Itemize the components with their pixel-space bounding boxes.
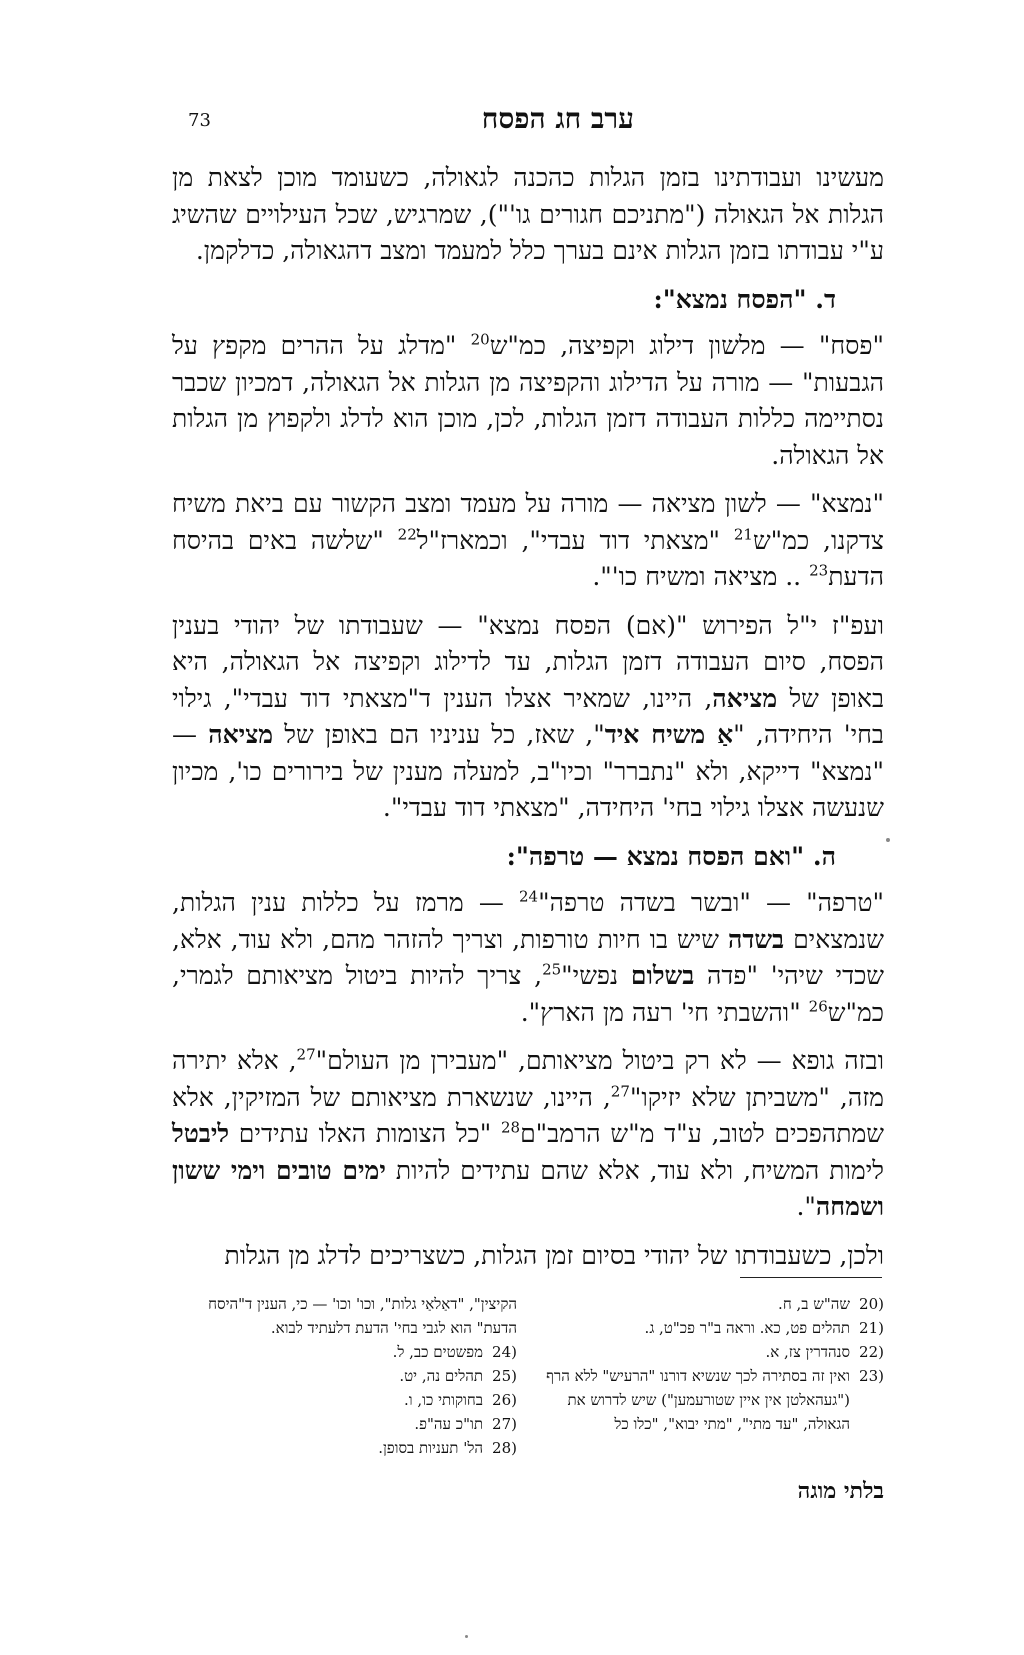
footnote-24: (24 מפשטים כב, ל. — [392, 1343, 517, 1361]
scan-speck — [886, 838, 890, 842]
section-heading-he: ה. "ואם הפסח נמצא — טרפה": — [506, 841, 836, 871]
footnote-23-continued: הקיצין", "דאַלאַי גלות", וכו' וכו' — כי, הענין ד"היסח הדעת" הוא לגבי בחי' הדעת דלעתיד לבוא. — [208, 1295, 517, 1337]
footnote-ref: 27 — [296, 1045, 316, 1064]
footnote-ref: 22 — [397, 525, 417, 544]
footnote-ref: 23 — [809, 561, 829, 580]
paragraph-3: "נמצא" — לשון מציאה — מורה על מעמד ומצב הקשור עם ביאת משיח צדקנו, כמ"ש$^{21}$ "מצאתי דוד עבדי", וכמארז"ל$^{22}$ "שלשה באים בהיסח הדעת$^{23}$ .. מציאה ומשיח כו'". — [172, 489, 884, 591]
page-header — [170, 102, 884, 142]
footnote-ref: 24 — [519, 887, 539, 906]
footnote-28: (28 הל' תעניות בסופן. — [378, 1439, 517, 1457]
footnote-ref: 26 — [808, 997, 828, 1016]
scan-speck — [465, 1635, 468, 1638]
paragraph-2: "פסח" — מלשון דילוג וקפיצה, כמ"ש$^{20}$ "מדלג על ההרים מקפץ על הגבעות" — מורה על הדילוג והקפיצה מן הגלות אל הגאולה, דמכיון שכבר נסתיימה כללות העבודה דזמן הגלות, לכן, מוכן הוא לדלג ולקפוץ מן הגלות אל הגאולה. — [172, 330, 884, 470]
footnote-25: (25 תהלים נה, יט. — [399, 1367, 517, 1385]
paragraph-4: ועפ"ז י"ל הפירוש "(אם) הפסח נמצא" — שעבודתו של יהודי בענין הפסח, סיום העבודה דזמן הגלות, עד לדילוג וקפיצה אל הגאולה, היא באופן של מציאה, היינו, שמאיר אצלו הענין ד"מצאתי דוד עבדי", גילוי בחי' היחידה, "אַ משיח איד", שאז, כל עניניו הם באופן של מציאה — "נמצא" דייקא, ולא "נתברר" וכיו"ב, למעלה מענין של בירורים כו', מכיון שנעשה אצלו גילוי בחי' היחידה, "מצאתי דוד עבדי". — [172, 610, 884, 822]
paragraph-5: "טרפה" — "ובשר בשדה טרפה"$^{24}$ — מרמז על כללות ענין הגלות, שנמצאים בשדה שיש בו חיות טורפות, וצריך להזהר מהם, ולא עוד, אלא, שכדי שיהי' "פדה בשלום נפשי"$^{25}$, צריך להיות ביטול מציאותם לגמרי, כמ"ש$^{26}$ "והשבתי חי' רעה מן הארץ". — [172, 887, 885, 1027]
footnote-20: (20 שה"ש ב, ח. — [778, 1295, 884, 1313]
footnote-ref: 20 — [470, 330, 490, 349]
main-text — [172, 160, 884, 1286]
footnotes-right-column — [539, 1292, 884, 1436]
footnote-ref: 28 — [500, 1118, 521, 1137]
section-heading-dalet: ד. "הפסח נמצא": — [653, 284, 836, 314]
footnote-26: (26 בחוקותי כו, ו. — [404, 1391, 517, 1409]
footnotes-left-column — [172, 1292, 517, 1460]
footnote-ref: 27 — [610, 1082, 630, 1101]
paragraph-6: ובזה גופא — לא רק ביטול מציאותם, "מעבירן מן העולם"$^{27}$, אלא יתירה מזה, "משביתן שלא יזיקו"$^{27}$, היינו, שנשארת מציאותם של המזיקין, אלא שמתהפכים לטוב, ע"ד מ"ש הרמב"ם$^{28}$ "כל הצומות האלו עתידים ליבטל לימות המשיח, ולא עוד, אלא שהם עתידים להיות ימים טובים וימי ששון ושמחה". — [172, 1045, 884, 1221]
footnote-ref: 21 — [733, 525, 753, 544]
running-title: ערב חג הפסח — [481, 102, 634, 135]
footnote-23: (23 ואין זה בסתירה לכך שנשיא דורנו "הרעיש" ללא הרף ("געהאלטן אין איין שטורעמען") שיש לדרוש את הגאולה, "עד מתי", "מתי יבוא", "כלו כל — [546, 1367, 884, 1433]
footnote-divider — [740, 1277, 882, 1278]
footnote-27: (27 תו"כ עה"פ. — [414, 1415, 517, 1433]
page-number: 73 — [188, 110, 211, 131]
paragraph-7: ולכן, כשעבודתו של יהודי בסיום זמן הגלות, כשצריכים לדלג מן הגלות — [224, 1240, 884, 1270]
footnotes — [172, 1292, 884, 1492]
footnote-ref: 25 — [542, 960, 562, 979]
footnote-22: (22 סנהדרין צז, א. — [765, 1343, 884, 1361]
footer-note: בלתי מוגה — [797, 1478, 884, 1504]
footnote-21: (21 תהלים פט, כא. וראה ב"ר פכ"ט, ג. — [644, 1319, 884, 1337]
paragraph-1: מעשינו ועבודתינו בזמן הגלות כהכנה לגאולה, כשעומד מוכן לצאת מן הגלות אל הגאולה ("מתניכם חגורים גו'"), שמרגיש, שכל העילויים שהשיג ע"י עבודתו בזמן הגלות אינם בערך כלל למעמד ומצב דהגאולה, כדלקמן. — [172, 163, 884, 265]
